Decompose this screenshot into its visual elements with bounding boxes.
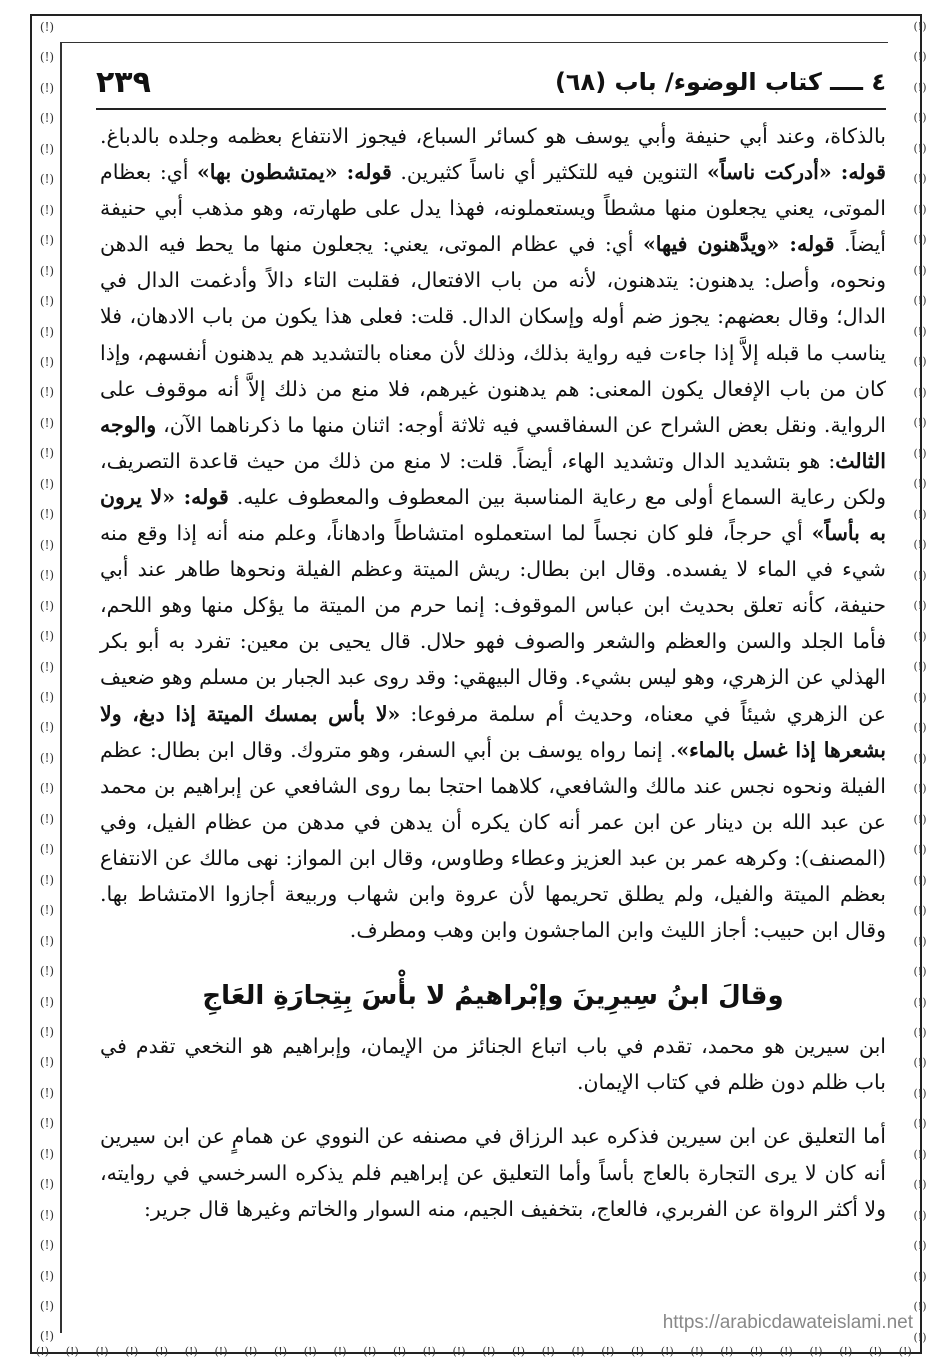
- border-ornament-glyph: (!): [39, 1177, 55, 1192]
- border-ornament-glyph: (!): [913, 660, 927, 674]
- border-ornament-glyph: (!): [363, 1344, 377, 1358]
- border-ornament-glyph: (!): [913, 111, 927, 125]
- border-ornament-glyph: (!): [898, 1344, 912, 1358]
- left-border-ornament: [36, 20, 58, 1344]
- border-ornament-glyph: (!): [39, 80, 55, 95]
- border-ornament-glyph: (!): [39, 750, 55, 765]
- border-ornament-glyph: (!): [913, 355, 927, 369]
- border-ornament-glyph: (!): [720, 1344, 734, 1358]
- border-ornament-glyph: (!): [39, 507, 55, 522]
- border-ornament-glyph: (!): [39, 1299, 55, 1314]
- border-ornament-glyph: (!): [393, 1344, 407, 1358]
- border-ornament-glyph: (!): [913, 721, 927, 735]
- commentary-text: أي: بعظام الموتى، يعني يجعلون منها مشطاً ويستعملونه، فهذا يدل على طهارته، وهو مذهب أبي حنيفة أيضاً.: [100, 160, 887, 257]
- border-ornament-glyph: (!): [39, 141, 55, 156]
- border-ornament-glyph: (!): [913, 843, 927, 857]
- border-ornament-glyph: (!): [913, 965, 927, 979]
- border-ornament-glyph: (!): [660, 1344, 674, 1358]
- border-ornament-glyph: (!): [39, 1238, 55, 1253]
- border-ornament-glyph: (!): [839, 1344, 853, 1358]
- border-ornament-glyph: (!): [39, 1268, 55, 1283]
- border-ornament-glyph: (!): [869, 1344, 883, 1358]
- border-ornament-glyph: (!): [95, 1344, 109, 1358]
- border-ornament-glyph: (!): [125, 1344, 139, 1358]
- border-ornament-glyph: (!): [571, 1344, 585, 1358]
- border-ornament-glyph: (!): [39, 50, 55, 65]
- border-ornament-glyph: (!): [39, 964, 55, 979]
- border-ornament-glyph: (!): [690, 1344, 704, 1358]
- section-heading: وقالَ ابنُ سِيرِينَ وإبْراهيمُ لا بأْسَ بِتِجارَةِ العَاجِ: [202, 981, 784, 1012]
- border-ornament-glyph: (!): [244, 1344, 258, 1358]
- border-ornament-glyph: (!): [39, 689, 55, 704]
- border-ornament-glyph: (!): [39, 1116, 55, 1131]
- border-ornament-glyph: (!): [913, 782, 927, 796]
- border-ornament-glyph: (!): [913, 1056, 927, 1070]
- commentary-text: أي: في عظام الموتى، يعني: يجعلون منها ما يحط فيه الدهن ونحوه، وأصل: يدهنون: يتدهنون، لأنه من باب الافتعال، فقلبت التاء دالاً وأدغمت الدال في الدال؛ وقال بعضهم: يجوز ضم أوله وإسكان الدال. قلت: فعلى هذا يكون من باب الادهان، فلا يناسب ما قبله إلاَّ إذا جاءت فيه رواية بذلك، وذلك لأن معناه بالتشديد هم يدهنون أنفسهم، وإذا كان من باب الإفعال يكون المعنى: هم يدهنون غيرهم، فلا منع من ذلك إلاَّ أنه موقوف على الرواية. ونقل بعض الشراح عن السفاقسي فيه ثلاثة أوجه: اثنان منها ما ذكرناهما الآن،: [100, 232, 886, 437]
- right-border-ornament: [913, 20, 927, 1344]
- border-ornament-glyph: (!): [913, 141, 927, 155]
- page-header: [96, 62, 886, 102]
- border-ornament-glyph: (!): [482, 1344, 496, 1358]
- commentary-text: : هو بتشديد الدال وتشديد الهاء، أيضاً. قلت: لا منع من ذلك من حيث قاعدة التصريف، ولكن رعاية السماع أولى مع رعاية المناسبة بين المعطوف والمعطوف عليه.: [100, 448, 886, 509]
- border-ornament-glyph: (!): [913, 1269, 927, 1283]
- commentary-text: أي حرجاً، فلو كان نجساً لما استعملوه امتشاطاً وادهاناً، وعلم منه أنه إذا وقع منه شيء في الماء لا يفسده. وقال ابن بطال: ريش الميتة وعظم الفيلة ونحوها طاهر عند أبي حنيفة، كأنه تعلق بحديث ابن عباس الموقوف: إنما حرم من الميتة ما يؤكل منها وهو اللحم، فأما الجلد والسن والعظم والشعر والصوف فهو حلال. قال يحيى بن معين: تفرد به أبو بكر الهذلي عن الزهري، وهو ليس بشيء. وقال البيهقي: وقد روى عبد الجبار بن مسلم وهو ضعيف عن الزهري شيئاً في معناه، وحديث أم سلمة مرفوعا:: [100, 521, 886, 726]
- takhrij-paragraph: أما التعليق عن ابن سيرين فذكره عبد الرزاق في مصنفه عن النووي عن همامٍ عن ابن سيرين أنه كان لا يرى التجارة بالعاج بأساً وأما التعليق عن إبراهيم فلم يذكره السرخسي في روايته، ولا أكثر الرواة عن الفربري، فالعاج، بتخفيف الجيم، منه السوار والخاتم وغيرها قال جرير:: [100, 1124, 886, 1221]
- border-ornament-glyph: (!): [39, 659, 55, 674]
- border-ornament-glyph: (!): [913, 385, 927, 399]
- border-ornament-glyph: (!): [39, 537, 55, 552]
- border-ornament-glyph: (!): [39, 111, 55, 126]
- border-ornament-glyph: (!): [512, 1344, 526, 1358]
- border-ornament-glyph: (!): [631, 1344, 645, 1358]
- border-ornament-glyph: (!): [913, 202, 927, 216]
- border-ornament-glyph: (!): [39, 476, 55, 491]
- border-ornament-glyph: (!): [39, 263, 55, 278]
- border-ornament-glyph: (!): [913, 477, 927, 491]
- border-ornament-glyph: (!): [913, 324, 927, 338]
- commentary-text: . إنما رواه يوسف بن أبي السفر، وهو متروك. وقال ابن بطال: عظم الفيلة ونحوه نجس عند مالك والشافعي، كلاهما احتجا بما روى الشافعي عن إبراهيم بن محمد عن عبد الله بن دينار عن ابن عمر أنه كان يكره أن يدهن في مدهن من عظام الفيل، وفي (المصنف): وكرهه عمر بن عبد العزيز وعطاء وطاوس، وقال ابن المواز: نهى مالك عن الانتفاع بعظم الميتة والفيل، ولم يطلق تحريمها لأن عروة وابن شهاب وربيعة أجازوا الامتشاط بها. وقال ابن حبيب: أجاز الليث وابن الماجشون وابن وهب ومطرف.: [100, 737, 886, 943]
- border-ornament-glyph: (!): [913, 1239, 927, 1253]
- border-ornament-glyph: (!): [913, 1117, 927, 1131]
- border-ornament-glyph: (!): [333, 1344, 347, 1358]
- border-ornament-glyph: (!): [913, 172, 927, 186]
- border-ornament-glyph: (!): [913, 599, 927, 613]
- border-ornament-glyph: (!): [65, 1344, 79, 1358]
- border-ornament-glyph: (!): [39, 811, 55, 826]
- border-ornament-glyph: (!): [913, 80, 927, 94]
- header-rule: [96, 108, 886, 110]
- commentary-text: بالذكاة، وعند أبي حنيفة وأبي يوسف هو كسائر السباع، فيجوز الانتفاع بعظمه وجلده بالدباغ.: [100, 124, 886, 148]
- border-ornament-glyph: (!): [39, 202, 55, 217]
- border-ornament-glyph: (!): [809, 1344, 823, 1358]
- border-ornament-glyph: (!): [913, 507, 927, 521]
- lemma-quote: قوله: «أدركت ناساً»: [706, 160, 886, 185]
- watermark-url: https://arabicdawateislami.net: [662, 1312, 913, 1333]
- border-ornament-glyph: (!): [913, 1330, 927, 1344]
- border-ornament-glyph: (!): [39, 872, 55, 887]
- border-ornament-glyph: (!): [913, 50, 927, 64]
- border-ornament-glyph: (!): [303, 1344, 317, 1358]
- border-ornament-glyph: (!): [913, 1025, 927, 1039]
- border-ornament-glyph: (!): [913, 690, 927, 704]
- commentary-text: التنوين فيه للتكثير أي ناساً كثيرين.: [391, 160, 707, 185]
- border-ornament-glyph: (!): [913, 416, 927, 430]
- border-ornament-glyph: (!): [39, 629, 55, 644]
- border-ornament-glyph: (!): [39, 324, 55, 339]
- border-ornament-glyph: (!): [913, 538, 927, 552]
- explanation-paragraph: ابن سيرين هو محمد، تقدم في باب اتباع الجنائز من الإيمان، وإبراهيم هو النخعي تقدم في باب ظلم دون ظلم في كتاب الإيمان.: [100, 1034, 886, 1095]
- border-ornament-glyph: (!): [541, 1344, 555, 1358]
- border-ornament-glyph: (!): [39, 598, 55, 613]
- lemma-quote: قوله: «لا يرون به بأساً»: [100, 484, 886, 546]
- border-ornament-glyph: (!): [184, 1344, 198, 1358]
- border-ornament-glyph: (!): [39, 20, 55, 34]
- border-ornament-glyph: (!): [39, 1024, 55, 1039]
- border-ornament-glyph: (!): [39, 1207, 55, 1222]
- border-ornament-glyph: (!): [39, 842, 55, 857]
- border-ornament-glyph: (!): [39, 294, 55, 309]
- border-ornament-glyph: (!): [274, 1344, 288, 1358]
- border-ornament-glyph: (!): [913, 751, 927, 765]
- border-ornament-glyph: (!): [39, 1146, 55, 1161]
- border-ornament-glyph: (!): [39, 354, 55, 369]
- border-ornament-glyph: (!): [155, 1344, 169, 1358]
- commentary-paragraph: [100, 118, 886, 948]
- border-ornament-glyph: (!): [913, 20, 927, 33]
- border-ornament-glyph: (!): [913, 1208, 927, 1222]
- border-ornament-glyph: (!): [913, 934, 927, 948]
- page-number: ٢٣٩: [96, 64, 151, 100]
- lemma-quote: قوله: «يمتشطون بها»: [196, 160, 392, 185]
- border-ornament-glyph: (!): [39, 903, 55, 918]
- border-ornament-glyph: (!): [39, 933, 55, 948]
- border-ornament-glyph: (!): [601, 1344, 615, 1358]
- border-ornament-glyph: (!): [39, 446, 55, 461]
- border-ornament-glyph: (!): [39, 415, 55, 430]
- border-ornament-glyph: (!): [39, 233, 55, 248]
- border-ornament-glyph: (!): [913, 568, 927, 582]
- lemma-quote: «لا بأس بمسك الميتة إذا دبغ، ولا بشعرها إذا غسل بالماء»: [100, 701, 886, 762]
- border-ornament-glyph: (!): [913, 294, 927, 308]
- border-ornament-glyph: (!): [39, 994, 55, 1009]
- border-ornament-glyph: (!): [913, 629, 927, 643]
- lemma-quote: قوله: «ويدَّهنون فيها»: [642, 232, 835, 257]
- border-ornament-glyph: (!): [913, 233, 927, 247]
- border-ornament-glyph: (!): [913, 812, 927, 826]
- running-head: ٤ ــــ كتاب الوضوء/ باب (٦٨): [554, 68, 886, 96]
- border-ornament-glyph: (!): [913, 904, 927, 918]
- border-ornament-glyph: (!): [913, 873, 927, 887]
- border-ornament-glyph: (!): [913, 1086, 927, 1100]
- border-ornament-glyph: (!): [39, 781, 55, 796]
- border-ornament-glyph: (!): [750, 1344, 764, 1358]
- border-ornament-glyph: (!): [913, 1147, 927, 1161]
- border-ornament-glyph: (!): [39, 1055, 55, 1070]
- border-ornament-glyph: (!): [913, 446, 927, 460]
- border-ornament-glyph: (!): [36, 1344, 50, 1358]
- main-text: [100, 118, 886, 1227]
- border-ornament-glyph: (!): [913, 995, 927, 1009]
- border-ornament-glyph: (!): [913, 1300, 927, 1314]
- border-ornament-glyph: (!): [214, 1344, 228, 1358]
- border-ornament-glyph: (!): [39, 1085, 55, 1100]
- bottom-border-ornament: [36, 1344, 912, 1358]
- border-ornament-glyph: (!): [39, 568, 55, 583]
- lemma-quote: والوجه الثالث: [100, 412, 886, 473]
- border-ornament-glyph: (!): [39, 385, 55, 400]
- border-ornament-glyph: (!): [779, 1344, 793, 1358]
- border-ornament-glyph: (!): [39, 172, 55, 187]
- border-ornament-glyph: (!): [452, 1344, 466, 1358]
- border-ornament-glyph: (!): [39, 720, 55, 735]
- border-ornament-glyph: (!): [913, 1178, 927, 1192]
- border-ornament-glyph: (!): [422, 1344, 436, 1358]
- border-ornament-glyph: (!): [913, 263, 927, 277]
- border-ornament-glyph: (!): [39, 1329, 55, 1344]
